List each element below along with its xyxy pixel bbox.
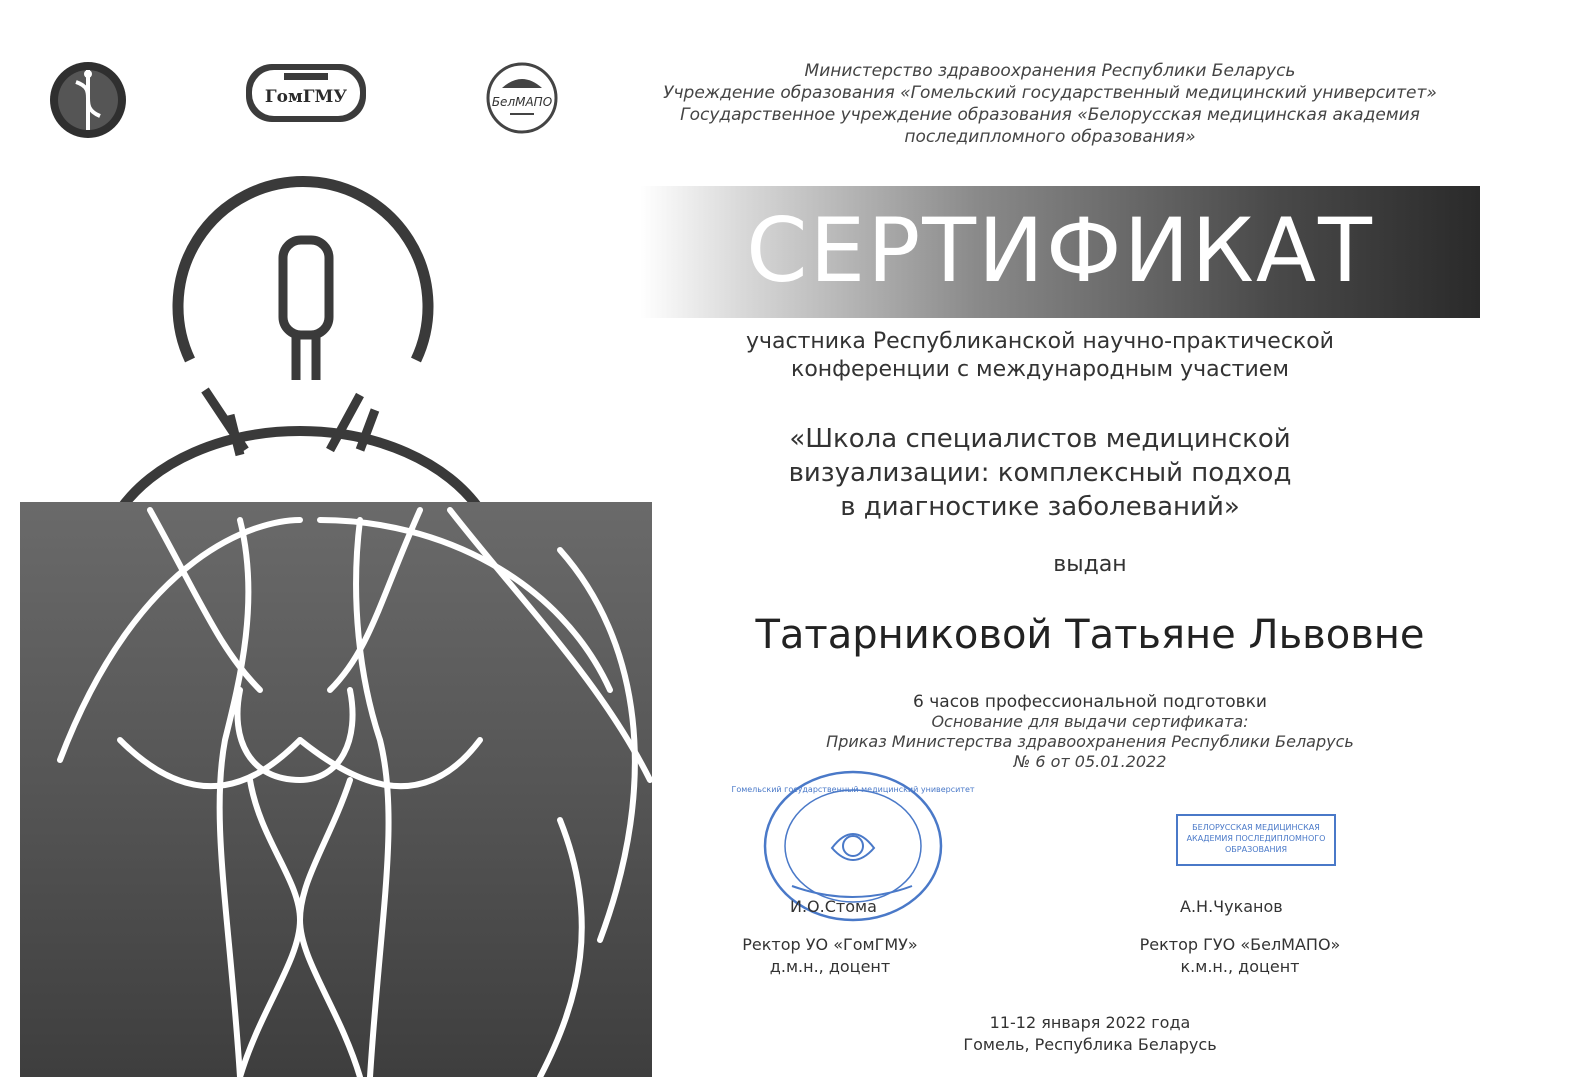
signatory-role-2 (1100, 934, 1380, 978)
signatory-name-2: А.Н.Чуканов (1180, 897, 1283, 916)
decorative-figure-artwork (0, 220, 660, 1077)
subtitle-line: конференции с международным участием (791, 357, 1289, 382)
gomgmu-logo (244, 60, 368, 126)
basis-line: № 6 от 05.01.2022 (1013, 752, 1167, 771)
belmapo-logo-text: БелМАПО (491, 95, 553, 109)
issued-label: выдан (1053, 552, 1127, 577)
header-line: Учреждение образования «Гомельский государственный медицинский университет» (663, 83, 1437, 103)
stamp-line: БЕЛОРУССКАЯ МЕДИЦИНСКАЯ (1192, 823, 1320, 832)
footer-date: 11-12 января 2022 года (989, 1013, 1191, 1032)
recipient-name: Татарниковой Татьяне Львовне (755, 612, 1425, 658)
signatory-name-1: И.О.Стома (790, 897, 877, 916)
footer-place: Гомель, Республика Беларусь (963, 1035, 1217, 1054)
header-line: Министерство здравоохранения Республики Беларусь (804, 61, 1296, 81)
signatory-role-1 (690, 934, 970, 978)
header-line: последипломного образования» (904, 127, 1196, 147)
footer-date-place (590, 1012, 1590, 1056)
certificate-title: СЕРТИФИКАТ (746, 199, 1374, 302)
stamp-line: АКАДЕМИЯ ПОСЛЕДИПЛОМНОГО (1186, 834, 1326, 843)
certificate-basis (590, 712, 1590, 772)
basis-line: Основание для выдачи сертификата: (931, 712, 1249, 731)
role-line: д.м.н., доцент (769, 957, 891, 976)
conference-line: в диагностике заболеваний» (840, 492, 1240, 522)
header-line: Государственное учреждение образования «Белорусская медицинская академия (680, 105, 1420, 125)
ministry-emblem-logo (48, 60, 128, 140)
issuing-organizations (620, 60, 1480, 148)
seal-text: Гомельский государственный медицинский университет (731, 785, 975, 794)
conference-title (590, 422, 1490, 524)
role-line: Ректор УО «ГомГМУ» (742, 935, 918, 954)
gomgmu-logo-text: ГомГМУ (264, 87, 348, 107)
academy-stamp (1176, 814, 1336, 866)
conference-line: «Школа специалистов медицинской (789, 424, 1291, 454)
stamp-line: ОБРАЗОВАНИЯ (1224, 845, 1288, 854)
role-line: Ректор ГУО «БелМАПО» (1139, 935, 1341, 954)
belmapo-logo (482, 60, 562, 136)
certificate-subtitle (590, 328, 1490, 384)
role-line: к.м.н., доцент (1180, 957, 1300, 976)
basis-line: Приказ Министерства здравоохранения Республики Беларусь (826, 732, 1354, 751)
conference-line: визуализации: комплексный подход (788, 458, 1292, 488)
training-hours: 6 часов профессиональной подготовки (913, 692, 1267, 712)
subtitle-line: участника Республиканской научно-практической (746, 329, 1334, 354)
